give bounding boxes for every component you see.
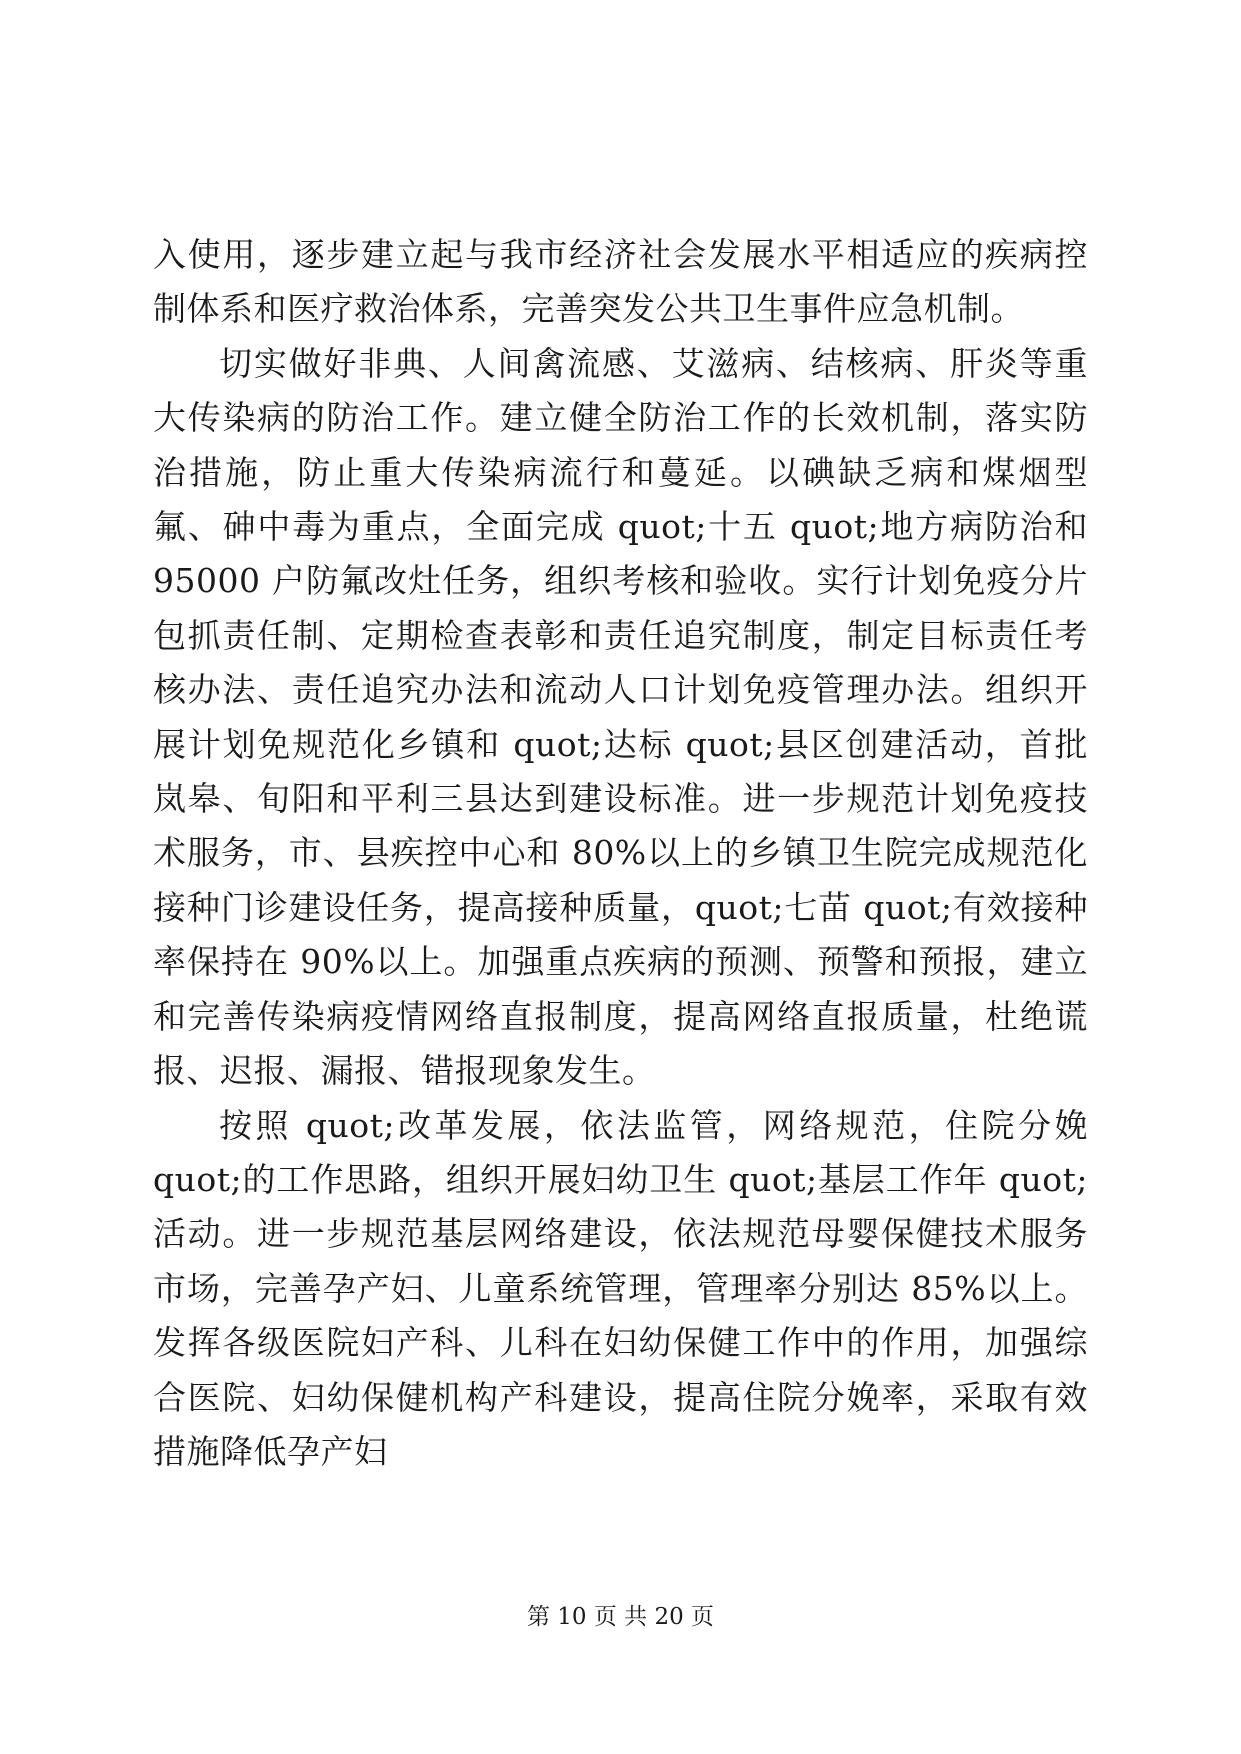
paragraph-maternal-child-health: 按照 quot;改革发展，依法监管，网络规范，住院分娩 quot;的工作思路，组织开展妇幼卫生 quot;基层工作年 quot;活动。进一步规范基层网络建设，依法规范母婴保健技术服务市场，完善孕产妇、儿童系统管理，管理率分别达 85%以上。发挥各级医院妇产科、儿科在妇幼保健工作中的作用，加强综合医院、妇幼保健机构产科建设，提高住院分娩率，采取有效措施降低孕产妇	[153, 1105, 1088, 1471]
paragraph-disease-prevention: 切实做好非典、人间禽流感、艾滋病、结核病、肝炎等重大传染病的防治工作。建立健全防治工作的长效机制，落实防治措施，防止重大传染病流行和蔓延。以碘缺乏病和煤烟型氟、砷中毒为重点，全面完成 quot;十五 quot;地方病防治和 95000 户防氟改灶任务，组织考核和验收。实行计划免疫分片包抓责任制、定期检查表彰和责任追究制度，制定目标责任考核办法、责任追究办法和流动人口计划免疫管理办法。组织开展计划免规范化乡镇和 quot;达标 quot;县区创建活动，首批岚皋、旬阳和平利三县达到建设标准。进一步规范计划免疫技术服务，市、县疾控中心和 80%以上的乡镇卫生院完成规范化接种门诊建设任务，提高接种质量，quot;七苗 quot;有效接种率保持在 90%以上。加强重点疾病的预测、预警和预报，建立和完善传染病疫情网络直报制度，提高网络直报质量，杜绝谎报、迟报、漏报、错报现象发生。	[153, 343, 1088, 1091]
document-body	[153, 228, 1088, 1479]
page-number-footer: 第 10 页 共 20 页	[526, 1604, 715, 1630]
paragraph-continuation: 入使用，逐步建立起与我市经济社会发展水平相适应的疾病控制体系和医疗救治体系，完善突发公共卫生事件应急机制。	[153, 235, 1088, 329]
